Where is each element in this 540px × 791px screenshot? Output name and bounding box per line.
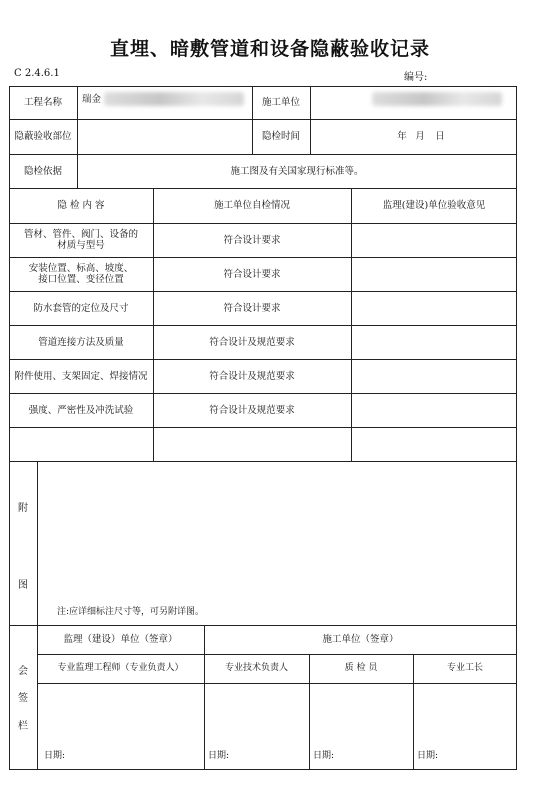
inspection-item [9, 223, 153, 257]
date-label: 日期: [208, 750, 230, 761]
supervision-unit-heading: 监理（建设）单位（签章） [63, 634, 178, 645]
date-year: 年 [397, 131, 407, 142]
col-header-self-check: 施工单位自检情况 [213, 200, 290, 211]
date-month: 月 [415, 131, 425, 142]
attachment-note: 注:应详细标注尺寸等，可另附详图。 [57, 606, 205, 617]
inspection-item: 管道连接方法及质量 [38, 336, 124, 348]
sign-label-char2: 签 [18, 693, 28, 704]
construction-unit-heading: 施工单位（签章） [322, 634, 399, 645]
inspection-item [9, 257, 153, 291]
row-divider [9, 461, 517, 462]
role-quality-inspector: 质 检 员 [344, 663, 378, 673]
form-code: C 2.4.6.1 [14, 68, 60, 79]
attachment-label-char2: 图 [18, 580, 28, 591]
inspection-basis-value: 施工图及有关国家现行标准等。 [230, 165, 364, 177]
col-header-content: 隐 检 内 容 [57, 200, 105, 211]
date-label: 日期: [313, 750, 335, 761]
self-check-status: 符合设计要求 [223, 268, 281, 280]
sign-label-char3: 栏 [18, 721, 28, 732]
row-divider [9, 427, 517, 428]
col-divider [37, 461, 38, 770]
date-label: 日期: [417, 750, 439, 761]
col-header-supervision: 监理(建设)单位验收意见 [382, 200, 486, 211]
date-day: 日 [435, 131, 445, 142]
inspection-item: 强度、严密性及冲洗试验 [28, 404, 134, 416]
role-supervising-engineer: 专业监理工程师（专业负责人） [57, 663, 184, 673]
inspection-item-line1: 安装位置、标高、坡度、 [28, 263, 134, 274]
sign-label-char1: 会 [18, 666, 28, 677]
self-check-status: 符合设计要求 [223, 234, 281, 246]
col-divider [351, 188, 352, 461]
inspection-basis-label: 隐检依据 [23, 165, 62, 177]
number-label: 编号: [404, 72, 428, 83]
redacted-contractor-name [372, 92, 502, 106]
redacted-project-name [104, 92, 244, 106]
self-check-status: 符合设计及规范要求 [209, 370, 295, 382]
project-name-label: 工程名称 [23, 97, 62, 108]
inspection-item-line2: 接口位置、变径位置 [38, 274, 124, 285]
role-technical-lead: 专业技术负责人 [224, 663, 288, 673]
attachment-label-char1: 附 [18, 503, 28, 514]
date-label: 日期: [44, 750, 66, 761]
self-check-status: 符合设计及规范要求 [209, 404, 295, 416]
inspection-item: 附件使用、支架固定、焊接情况 [14, 370, 148, 382]
self-check-status: 符合设计及规范要求 [209, 336, 295, 348]
contractor-label: 施工单位 [261, 97, 300, 108]
inspection-part-label: 隐蔽验收部位 [14, 131, 72, 142]
role-foreman: 专业工长 [446, 663, 483, 673]
inspection-item-line2: 材质与型号 [57, 240, 105, 251]
col-divider [310, 86, 311, 154]
inspection-time-label: 隐检时间 [261, 131, 300, 142]
project-name-value: 瑞金 [82, 93, 102, 105]
row-divider [37, 683, 517, 684]
self-check-status: 符合设计要求 [223, 302, 281, 314]
inspection-item-line1: 管材、管件、阀门、设备的 [23, 229, 138, 240]
inspection-item: 防水套管的定位及尺寸 [33, 302, 129, 314]
document-title: 直埋、暗敷管道和设备隐蔽验收记录 [109, 38, 430, 60]
